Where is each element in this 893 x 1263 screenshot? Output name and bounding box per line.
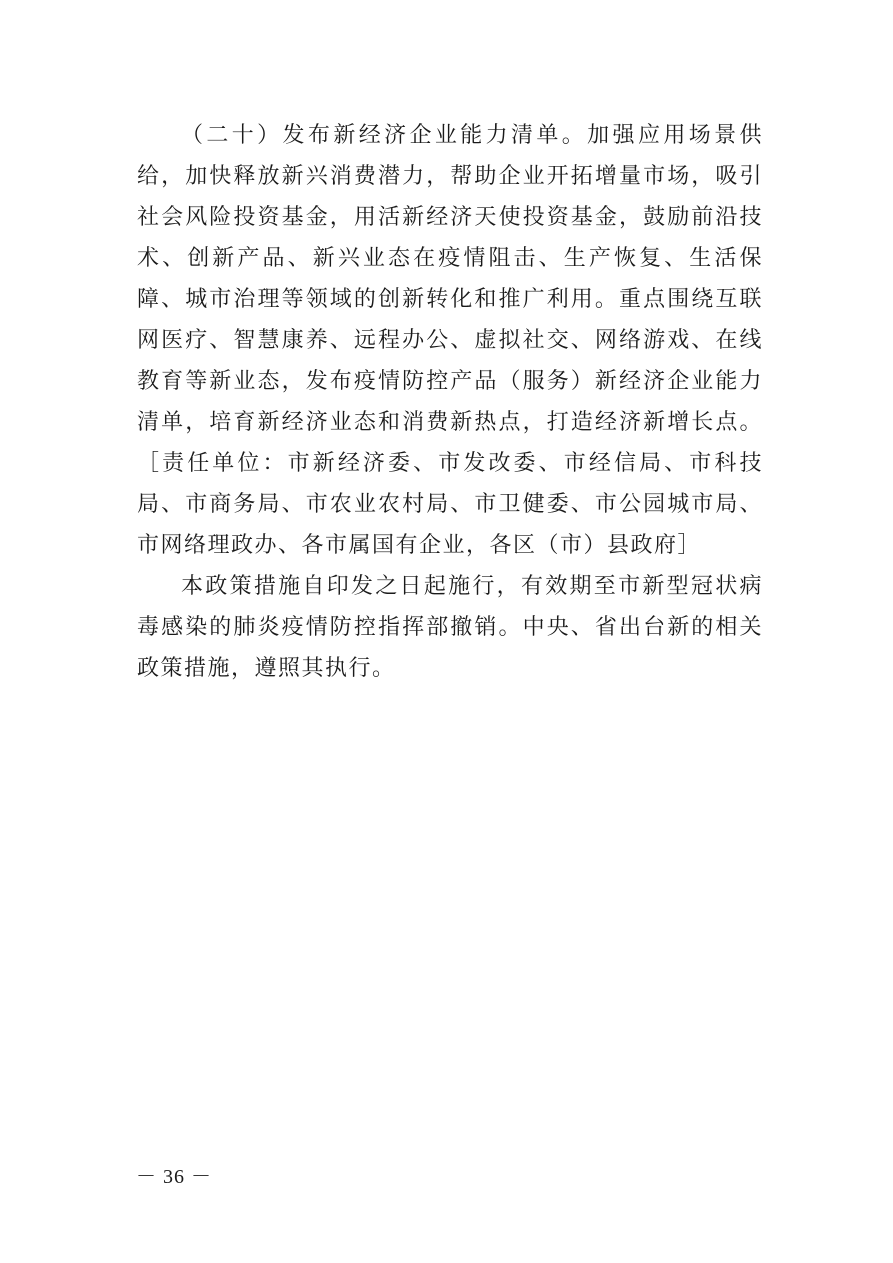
document-body — [137, 115, 763, 689]
paragraph-policy-validity: 本政策措施自印发之日起施行，有效期至市新型冠状病毒感染的肺炎疫情防控指挥部撤销。中央、省出台新的相关政策措施，遵照其执行。 — [137, 574, 763, 681]
paragraph-new-economy-capability-list: （二十）发布新经济企业能力清单。加强应用场景供给，加快释放新兴消费潜力，帮助企业开拓增量市场，吸引社会风险投资基金，用活新经济天使投资基金，鼓励前沿技术、创新产品、新兴业态在疫情阻击、生产恢复、生活保障、城市治理等领域的创新转化和推广利用。重点围绕互联网医疗、智慧康养、远程办公、虚拟社交、网络游戏、在线教育等新业态，发布疫情防控产品（服务）新经济企业能力清单，培育新经济业态和消费新热点，打造经济新增长点。［责任单位：市新经济委、市发改委、市经信局、市科技局、市商务局、市农业农村局、市卫健委、市公园城市局、市网络理政办、各市属国有企业，各区（市）县政府］ — [137, 123, 763, 558]
page-number: － 36 － — [136, 1166, 212, 1188]
